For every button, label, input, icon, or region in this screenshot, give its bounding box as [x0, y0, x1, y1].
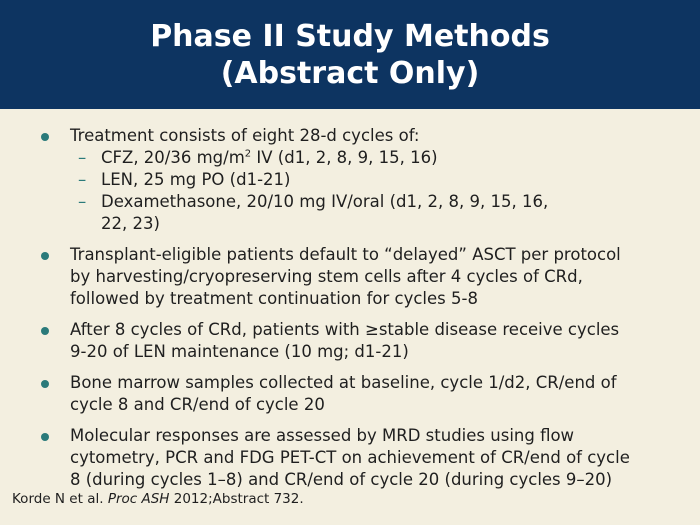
bullet-text-line-2: cycle 8 and CR/end of cycle 20	[70, 395, 325, 414]
sub-text-pre: CFZ, 20/36 mg/m	[101, 148, 245, 167]
citation-author: Korde N et al.	[12, 491, 108, 507]
slide-title-line-2: (Abstract Only)	[220, 55, 480, 91]
sub-text-line-2: 22, 23)	[101, 214, 160, 233]
bullet-dot-icon	[41, 380, 49, 388]
citation-rest: 2012;Abstract 732.	[169, 491, 304, 507]
bullet-text-line-1: Bone marrow samples collected at baseline, cycle 1/d2, CR/end of	[70, 373, 617, 392]
bullet-text-line-1: Molecular responses are assessed by MRD studies using flow	[70, 426, 575, 445]
bullet-transplant	[0, 244, 700, 310]
bullet-text: Treatment consists of eight 28-d cycles of:	[70, 126, 420, 145]
slide-title-line-1: Phase II Study Methods	[150, 18, 550, 54]
bullet-list	[0, 125, 700, 491]
bullet-text-line-1: After 8 cycles of CRd, patients with ≥stable disease receive cycles	[70, 320, 620, 339]
sub-text-post: IV (d1, 2, 8, 9, 15, 16)	[251, 148, 438, 167]
bullet-treatment	[0, 125, 700, 147]
citation	[12, 490, 304, 508]
bullet-maintenance	[0, 319, 700, 363]
bullet-dot-icon	[41, 327, 49, 335]
dash-icon: –	[78, 192, 87, 211]
citation-journal: Proc ASH	[107, 491, 170, 507]
bullet-text-line-2: 9-20 of LEN maintenance (10 mg; d1-21)	[70, 342, 409, 361]
bullet-dot-icon	[41, 252, 49, 260]
sub-text-line-1: Dexamethasone, 20/10 mg IV/oral (d1, 2, 8, 9, 15, 16,	[101, 192, 549, 211]
sub-text: LEN, 25 mg PO (d1-21)	[101, 170, 291, 189]
bullet-text-line-2: cytometry, PCR and FDG PET-CT on achievement of CR/end of cycle	[70, 448, 630, 467]
title-banner	[0, 0, 700, 109]
sub-bullet-dexamethasone	[0, 191, 700, 235]
bullet-text-line-1: Transplant-eligible patients default to “delayed” ASCT per protocol	[70, 245, 621, 264]
bullet-dot-icon	[41, 433, 49, 441]
bullet-dot-icon	[41, 133, 49, 141]
dash-icon: –	[78, 148, 87, 167]
sub-bullet-len	[0, 169, 700, 191]
bullet-text-line-2: by harvesting/cryopreserving stem cells after 4 cycles of CRd,	[70, 267, 583, 286]
bullet-text-line-3: followed by treatment continuation for cycles 5-8	[70, 289, 478, 308]
bullet-molecular	[0, 425, 700, 491]
bullet-bone-marrow	[0, 372, 700, 416]
superscript: 2	[244, 148, 252, 160]
bullet-text-line-3: 8 (during cycles 1–8) and CR/end of cycle 20 (during cycles 9–20)	[70, 470, 613, 489]
dash-icon: –	[78, 170, 87, 189]
sub-bullet-cfz	[0, 147, 700, 169]
